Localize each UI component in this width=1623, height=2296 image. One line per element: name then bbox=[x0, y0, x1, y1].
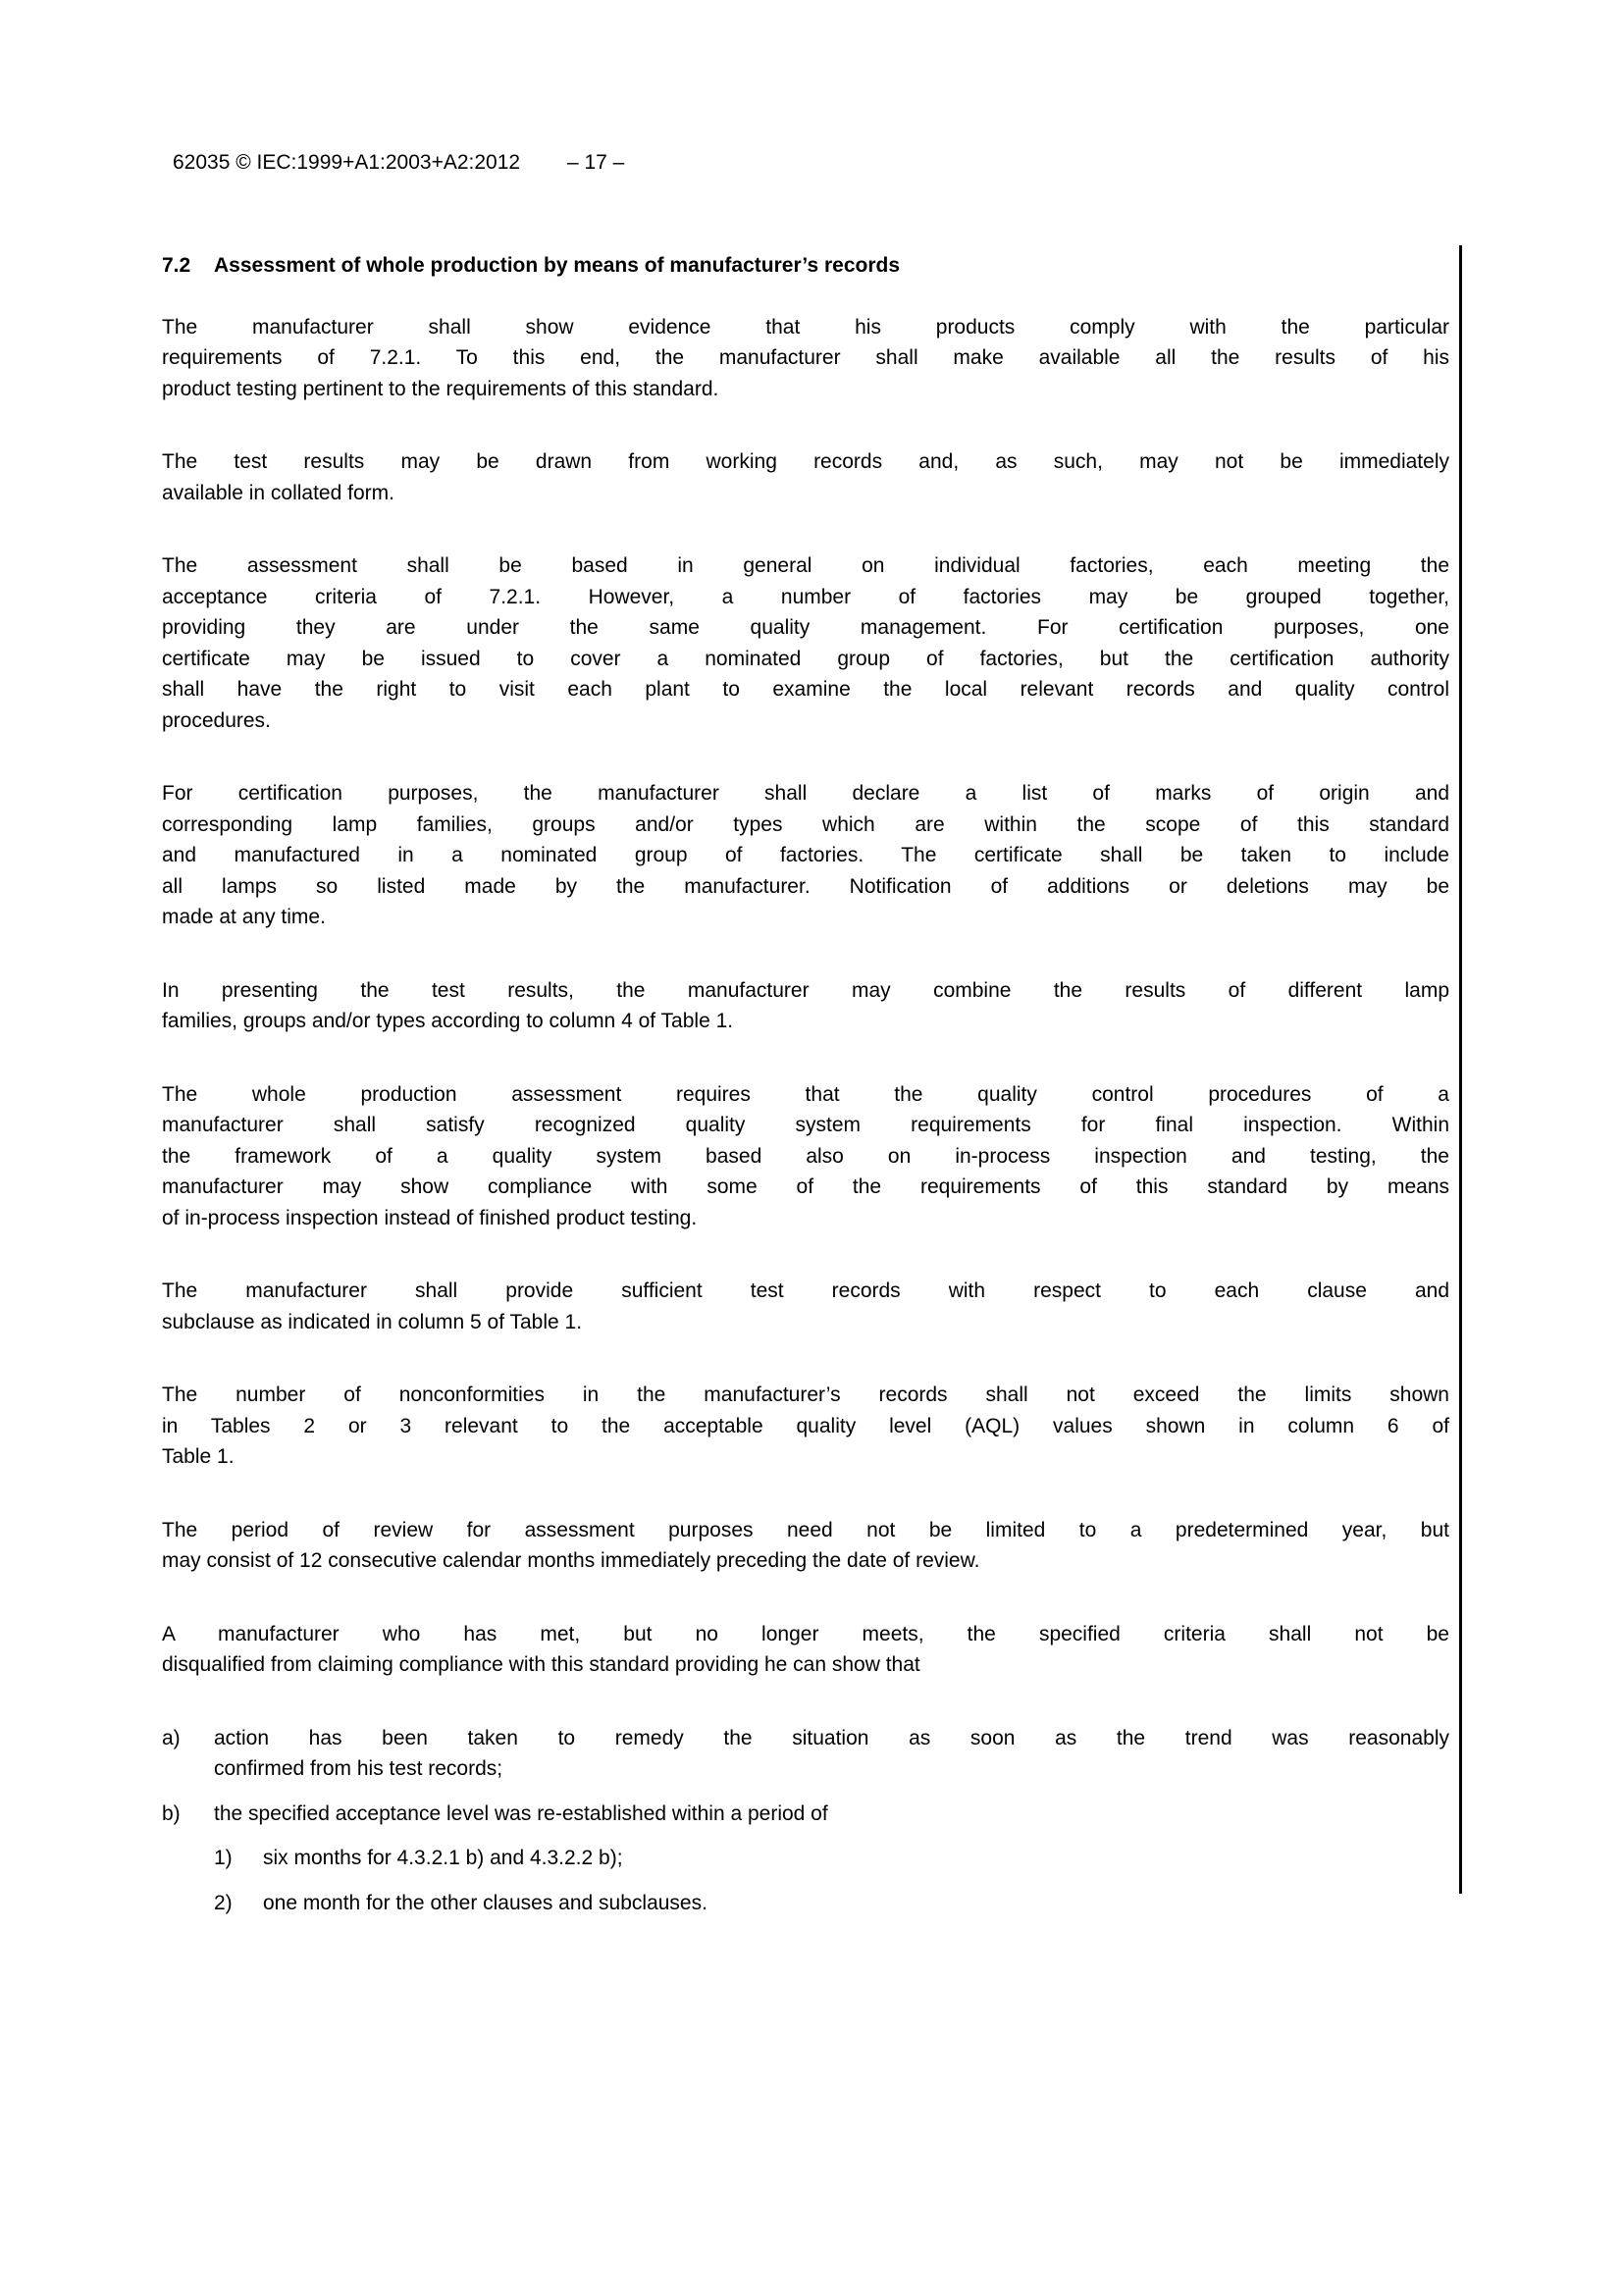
list-item bbox=[162, 1799, 1449, 1830]
list-marker: 2) bbox=[214, 1891, 233, 1914]
paragraph bbox=[162, 550, 1449, 736]
text-line: A manufacturer who has met, but no longer meets, the specified criteria shall not be bbox=[162, 1622, 1449, 1645]
text-line: the framework of a quality system based also on in-process inspection and testing, the bbox=[162, 1144, 1449, 1168]
document-id: 62035 © IEC:1999+A1:2003+A2:2012 bbox=[173, 151, 521, 174]
text-line: manufacturer may show compliance with some of the requirements of this standard by means bbox=[162, 1175, 1449, 1198]
list-marker: b) bbox=[162, 1801, 181, 1825]
paragraph bbox=[162, 1276, 1449, 1337]
text-line: made at any time. bbox=[162, 906, 326, 928]
document-content bbox=[162, 250, 1449, 1932]
text-line: providing they are under the same quality management. For certification purposes, one bbox=[162, 616, 1449, 639]
text-line: available in collated form. bbox=[162, 481, 394, 504]
text-line: families, groups and/or types according to column 4 of Table 1. bbox=[162, 1010, 734, 1032]
list-item bbox=[162, 1723, 1449, 1785]
list-marker: 1) bbox=[214, 1847, 233, 1869]
text-line: The period of review for assessment purposes need not be limited to a predetermined year, but bbox=[162, 1518, 1449, 1541]
text-line: acceptance criteria of 7.2.1. However, a number of factories may be grouped together, bbox=[162, 585, 1449, 608]
text-line: The manufacturer shall show evidence that his products comply with the particular bbox=[162, 315, 1449, 339]
text-line: action has been taken to remedy the situation as soon as the trend was reasonably bbox=[214, 1726, 1449, 1749]
text-line: certificate may be issued to cover a nominated group of factories, but the certification authority bbox=[162, 647, 1449, 670]
text-line: procedures. bbox=[162, 708, 271, 732]
text-line: requirements of 7.2.1. To this end, the manufacturer shall make available all the results of his bbox=[162, 346, 1449, 369]
section-heading bbox=[162, 250, 1449, 282]
section-title: Assessment of whole production by means of manufacturer’s records bbox=[214, 254, 900, 277]
page-header bbox=[173, 147, 1449, 179]
list-item-text bbox=[263, 1843, 1449, 1874]
paragraph bbox=[162, 1515, 1449, 1577]
paragraph bbox=[162, 1619, 1449, 1681]
list-item-text bbox=[214, 1723, 1449, 1785]
list-item-text bbox=[263, 1888, 1449, 1919]
paragraph bbox=[162, 1380, 1449, 1473]
paragraph bbox=[162, 975, 1449, 1037]
text-line: Table 1. bbox=[162, 1445, 235, 1468]
text-line: six months for 4.3.2.1 b) and 4.3.2.2 b); bbox=[263, 1847, 623, 1869]
page-number: – 17 – bbox=[566, 151, 625, 174]
text-line: corresponding lamp families, groups and/or types which are within the scope of this standard bbox=[162, 812, 1449, 836]
text-line: one month for the other clauses and subclauses. bbox=[263, 1891, 707, 1914]
paragraph bbox=[162, 1079, 1449, 1234]
text-line: the specified acceptance level was re-established within a period of bbox=[214, 1801, 828, 1825]
text-line: subclause as indicated in column 5 of Table 1. bbox=[162, 1310, 583, 1333]
text-line: product testing pertinent to the requirements of this standard. bbox=[162, 377, 719, 400]
paragraph bbox=[162, 778, 1449, 933]
text-line: all lamps so listed made by the manufacturer. Notification of additions or deletions may be bbox=[162, 874, 1449, 898]
list-item bbox=[214, 1843, 1449, 1874]
section-number: 7.2 bbox=[162, 254, 191, 277]
text-line: The manufacturer shall provide sufficient test records with respect to each clause and bbox=[162, 1279, 1449, 1302]
text-line: may consist of 12 consecutive calendar months immediately preceding the date of review. bbox=[162, 1549, 980, 1572]
text-line: The test results may be drawn from working records and, as such, may not be immediately bbox=[162, 450, 1449, 473]
text-line: The whole production assessment requires that the quality control procedures of a bbox=[162, 1082, 1449, 1106]
text-line: The assessment shall be based in general on individual factories, each meeting the bbox=[162, 554, 1449, 577]
text-line: manufacturer shall satisfy recognized quality system requirements for final inspection. Within bbox=[162, 1114, 1449, 1136]
change-bar bbox=[1459, 245, 1462, 1894]
text-line: and manufactured in a nominated group of factories. The certificate shall be taken to include bbox=[162, 844, 1449, 866]
list-item-text bbox=[214, 1799, 1449, 1830]
text-line: In presenting the test results, the manufacturer may combine the results of different lamp bbox=[162, 978, 1449, 1002]
text-line: in Tables 2 or 3 relevant to the acceptable quality level (AQL) values shown in column 6 of bbox=[162, 1414, 1449, 1437]
text-line: For certification purposes, the manufacturer shall declare a list of marks of origin and bbox=[162, 782, 1449, 805]
paragraph bbox=[162, 312, 1449, 405]
list-item bbox=[214, 1888, 1449, 1919]
text-line: disqualified from claiming compliance with this standard providing he can show that bbox=[162, 1653, 920, 1676]
text-line: The number of nonconformities in the manufacturer’s records shall not exceed the limits shown bbox=[162, 1383, 1449, 1406]
paragraph bbox=[162, 446, 1449, 508]
list-marker: a) bbox=[162, 1726, 181, 1749]
text-line: shall have the right to visit each plant to examine the local relevant records and quality control bbox=[162, 678, 1449, 701]
text-line: confirmed from his test records; bbox=[214, 1757, 503, 1780]
text-line: of in-process inspection instead of finished product testing. bbox=[162, 1206, 698, 1229]
